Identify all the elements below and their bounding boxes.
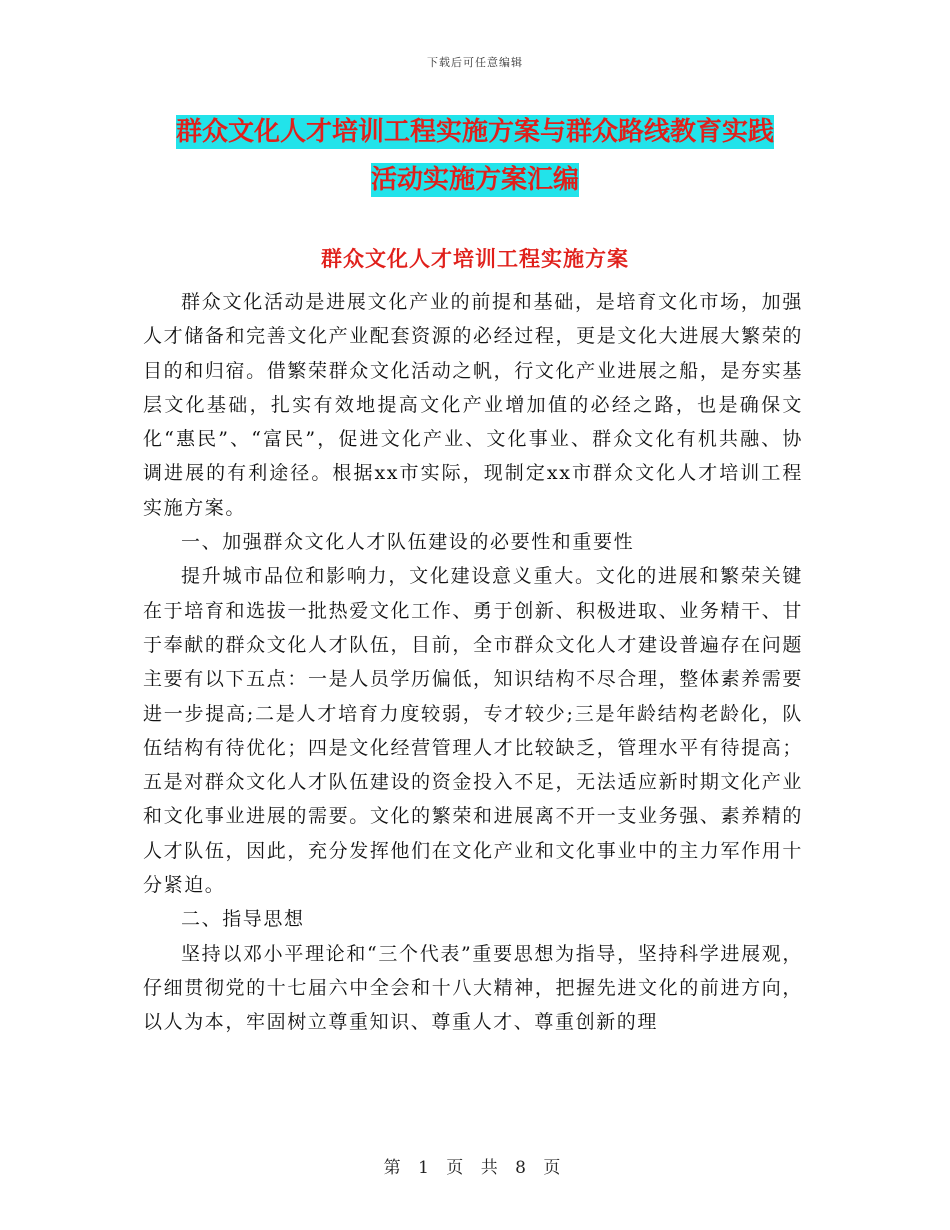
section-heading: 一、加强群众文化人才队伍建设的必要性和重要性 [181,531,635,554]
section-title: 群众文化人才培训工程实施方案 [321,246,629,271]
header-note: 下载后可任意编辑 [427,56,523,69]
paragraph: 坚持以邓小平理论和“三个代表”重要思想为指导，坚持科学进展观，仔细贯彻党的十七届六中全会和十八大精神，把握先进文化的前进方向，以人为本，牢固树立尊重知识、尊重人才、尊重创新的理 [143,942,803,1034]
paragraph: 提升城市品位和影响力，文化建设意义重大。文化的进展和繁荣关键在于培育和选拔一批热爱文化工作、勇于创新、积极进取、业务精干、甘于奉献的群众文化人才队伍，目前，全市群众文化人才建设普遍存在问题主要有以下五点：一是人员学历偏低，知识结构不尽合理，整体素养需要进一步提高;二是人才培育力度较弱，专才较少;三是年龄结构老龄化，队伍结构有待优化；四是文化经营管理人才比较缺乏，管理水平有待提高；五是对群众文化人才队伍建设的资金投入不足，无法适应新时期文化产业和文化事业进展的需要。文化的繁荣和进展离不开一支业务强、素养精的人才队伍，因此，充分发挥他们在文化产业和文化事业中的主力军作用十分紧迫。 [143,565,803,897]
body-text [143,285,803,1040]
title-line-2: 活动实施方案汇编 [370,165,579,195]
document-title [140,108,810,204]
section-heading: 二、指导思想 [181,908,305,931]
paragraph: 群众文化活动是进展文化产业的前提和基础，是培育文化市场，加强人才储备和完善文化产业配套资源的必经过程，更是文化大进展大繁荣的目的和归宿。借繁荣群众文化活动之帆，行文化产业进展之船，是夯实基层文化基础，扎实有效地提高文化产业增加值的必经之路，也是确保文化“惠民”、“富民”，促进文化产业、文化事业、群众文化有机共融、协调进展的有利途径。根据xx市实际，现制定xx市群众文化人才培训工程实施方案。 [143,291,803,519]
title-line-1: 群众文化人才培训工程实施方案与群众路线教育实践 [175,117,774,147]
page-number: 第 1 页 共 8 页 [383,1158,567,1178]
